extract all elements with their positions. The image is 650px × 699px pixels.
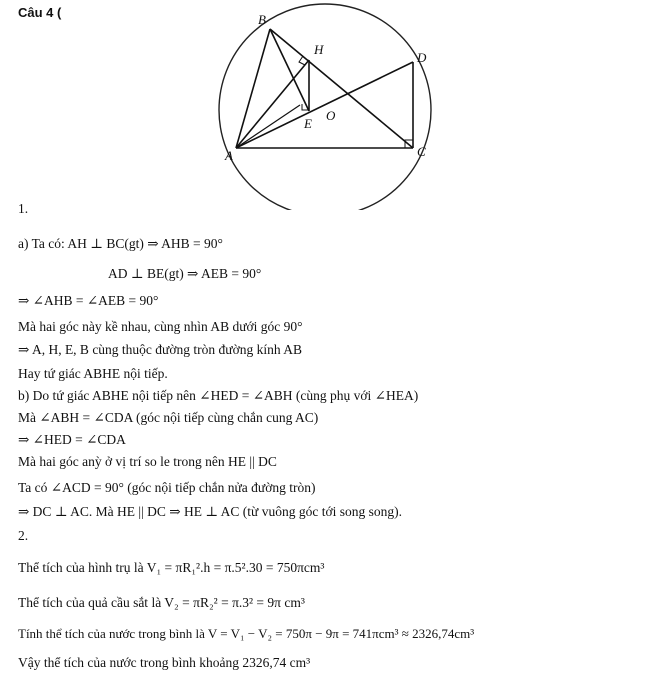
- part1-line-8: ⇒ ∠HED = ∠CDA: [18, 432, 126, 447]
- part1-line-6: b) Do tứ giác ABHE nội tiếp nên ∠HED = ∠ABH (cùng phụ với ∠HEA): [18, 388, 419, 403]
- part1-line-2: ⇒ ∠AHB = ∠AEB = 90°: [18, 293, 159, 308]
- part2-line-1: Thể tích của quả cầu sắt là V₂ = πR₂² = π.3² = 9π cm³: [18, 595, 305, 610]
- part1-line-0: a) Ta có: AH ⊥ BC(gt) ⇒ AHB = 90°: [18, 236, 223, 251]
- circle-o: [219, 4, 431, 210]
- part1-line-4: ⇒ A, H, E, B cùng thuộc đường tròn đường kính AB: [18, 342, 302, 357]
- segment-be: [270, 29, 309, 111]
- label-d: D: [417, 50, 427, 65]
- part1-line-3: Mà hai góc này kề nhau, cùng nhìn AB dưới góc 90°: [18, 319, 303, 334]
- part1-line-10: Ta có ∠ACD = 90° (góc nội tiếp chắn nửa đường tròn): [18, 480, 316, 495]
- segment-ah: [236, 60, 309, 148]
- label-h: H: [314, 42, 324, 57]
- part1-line-7: Mà ∠ABH = ∠CDA (góc nội tiếp cùng chắn cung AC): [18, 410, 319, 425]
- part2-number: 2.: [18, 528, 29, 543]
- segment-ab: [236, 29, 270, 148]
- part1-line-1: AD ⊥ BE(gt) ⇒ AEB = 90°: [108, 266, 262, 281]
- segment-ab-diag: [236, 105, 300, 148]
- label-b: B: [258, 12, 266, 27]
- label-c: C: [417, 144, 426, 159]
- part1-line-5: Hay tứ giác ABHE nội tiếp.: [18, 366, 168, 381]
- question-title: Câu 4 (: [18, 5, 62, 20]
- label-o: O: [326, 108, 336, 123]
- label-a: A: [225, 148, 233, 163]
- label-e: E: [304, 116, 312, 131]
- part2-line-0: Thể tích của hình trụ là V₁ = πR₁².h = π.5².30 = 750πcm³: [18, 560, 325, 575]
- part2-line-2: Tính thể tích của nước trong bình là V = V₁ − V₂ = 750π − 9π = 741πcm³ ≈ 2326,74cm³: [18, 626, 475, 641]
- segment-bc: [270, 29, 413, 148]
- part1-line-11: ⇒ DC ⊥ AC. Mà HE || DC ⇒ HE ⊥ AC (từ vuông góc tới song song).: [18, 504, 403, 519]
- part1-line-9: Mà hai góc anỳ ở vị trí so le trong nên HE || DC: [18, 454, 277, 469]
- part2-line-3: Vậy thể tích của nước trong bình khoảng 2326,74 cm³: [18, 655, 311, 670]
- part1-number: 1.: [18, 201, 29, 216]
- geometry-figure: [0, 0, 650, 210]
